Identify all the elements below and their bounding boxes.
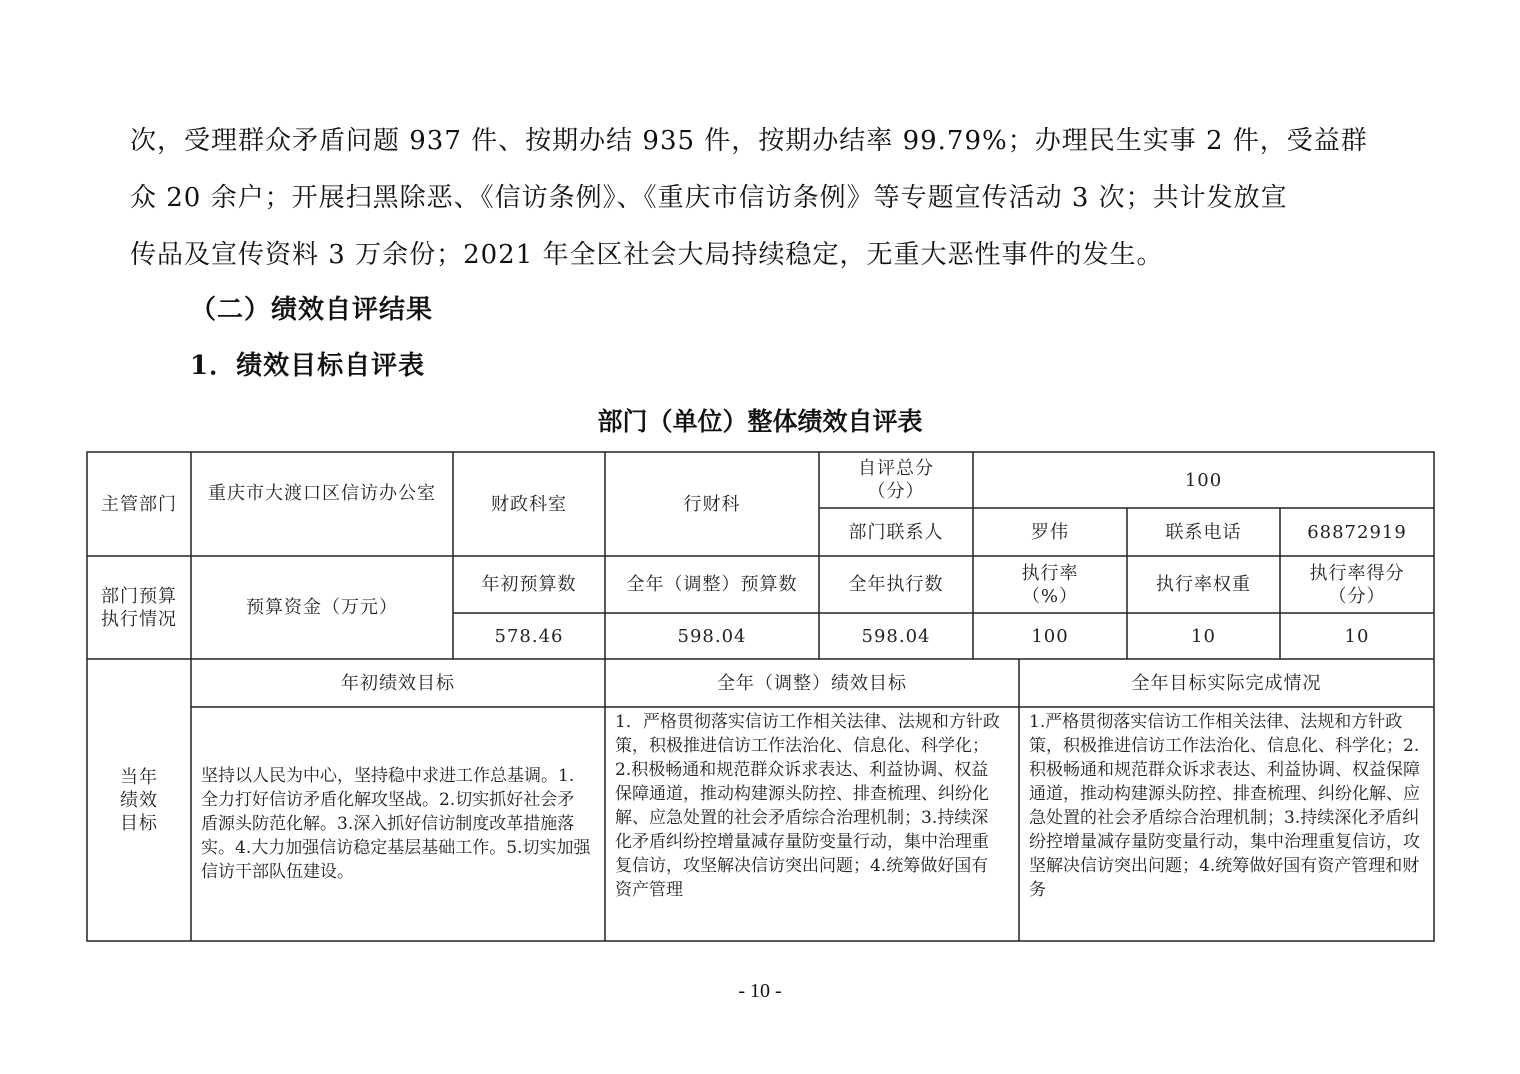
label-supervising-dept: 主管部门 [101, 493, 177, 515]
paragraph-line: 众 20 余户；开展扫黑除恶、《信访条例》、《重庆市信访条例》等专题宣传活动 3 次；共计发放宣 [130, 183, 1288, 213]
initial-goal-text: 坚持以人民为中心，坚持稳中求进工作总基调。1.全力打好信访矛盾化解攻坚战。2.切实抓好社会矛盾源头防范化解。3.深入抓好信访制度改革措施落实。4.大力加强信访稳定基层基础工作。5.切实加强信访干部队伍建设。 [201, 766, 591, 882]
subsection-heading: 1．绩效目标自评表 [190, 351, 426, 381]
section-heading: （二）绩效自评结果 [190, 295, 434, 325]
header-executed: 全年执行数 [848, 574, 944, 595]
adjusted-goal-text: 1．严格贯彻落实信访工作相关法律、法规和方针政策，积极推进信访工作法治化、信息化、科学化；2.积极畅通和规范群众诉求表达、利益协调、权益保障通道，推动构建源头防控、排查梳理、纠纷化解、应急处置的社会矛盾综合治理机制；3.持续深化矛盾纠纷控增量减存量防变量行动，集中治理重复信访，攻坚解决信访突出问题；4.统筹做好国有资产管理 [615, 712, 1000, 900]
score-value: 100 [1184, 469, 1223, 491]
contact-name: 罗伟 [1031, 521, 1069, 543]
score-label: 自评总分（分） [858, 458, 934, 502]
dept-name: 重庆市大渡口区信访办公室 [208, 483, 436, 504]
value-execution-rate: 100 [1031, 625, 1069, 647]
header-execution-rate: 执行率（%） [1021, 562, 1079, 607]
value-rate-weight: 10 [1191, 625, 1216, 647]
header-initial-goal: 年初绩效目标 [341, 672, 455, 694]
paragraph-line: 次，受理群众矛盾问题 937 件、按期办结 935 件，按期办结率 99.79%；办理民生实事 2 件，受益群 [130, 126, 1368, 156]
header-actual-completion: 全年目标实际完成情况 [1131, 672, 1322, 694]
body-paragraph [130, 113, 1410, 284]
header-rate-weight: 执行率权重 [1156, 574, 1251, 595]
value-initial-budget: 578.46 [494, 625, 564, 647]
header-adjusted-goal: 全年（调整）绩效目标 [717, 672, 907, 694]
header-adjusted-budget: 全年（调整）预算数 [626, 574, 798, 595]
label-budget-execution: 部门预算执行情况 [101, 585, 177, 630]
table-title: 部门（单位）整体绩效自评表 [597, 407, 923, 436]
actual-completion-text: 1.严格贯彻落实信访工作相关法律、法规和方针政策，积极推进信访工作法治化、信息化、科学化；2.积极畅通和规范群众诉求表达、利益协调、权益保障通道，推动构建源头防控、排查梳理、纠纷化解、应急处置的社会矛盾综合治理机制；3.持续深化矛盾纠纷控增量减存量防变量行动，集中治理重复信访，攻坚解决信访突出问题；4.统筹做好国有资产管理和财务 [1029, 712, 1420, 900]
value-adjusted-budget: 598.04 [677, 625, 747, 647]
header-initial-budget: 年初预算数 [481, 574, 577, 595]
label-annual-goals: 当年绩效目标 [120, 766, 158, 834]
page-number: - 10 - [738, 980, 782, 1002]
phone-label: 联系电话 [1165, 521, 1242, 543]
phone-value: 68872919 [1307, 521, 1407, 543]
budget-funds-label: 预算资金（万元） [246, 597, 398, 618]
contact-label: 部门联系人 [848, 521, 944, 543]
finance-office: 财政科室 [491, 493, 567, 515]
header-rate-score: 执行率得分（分） [1309, 562, 1405, 607]
value-executed: 598.04 [861, 625, 931, 647]
value-rate-score: 10 [1344, 625, 1370, 647]
finance-section: 行财科 [683, 493, 741, 515]
paragraph-line: 传品及宣传资料 3 万余份；2021 年全区社会大局持续稳定，无重大恶性事件的发生。 [130, 240, 1164, 270]
